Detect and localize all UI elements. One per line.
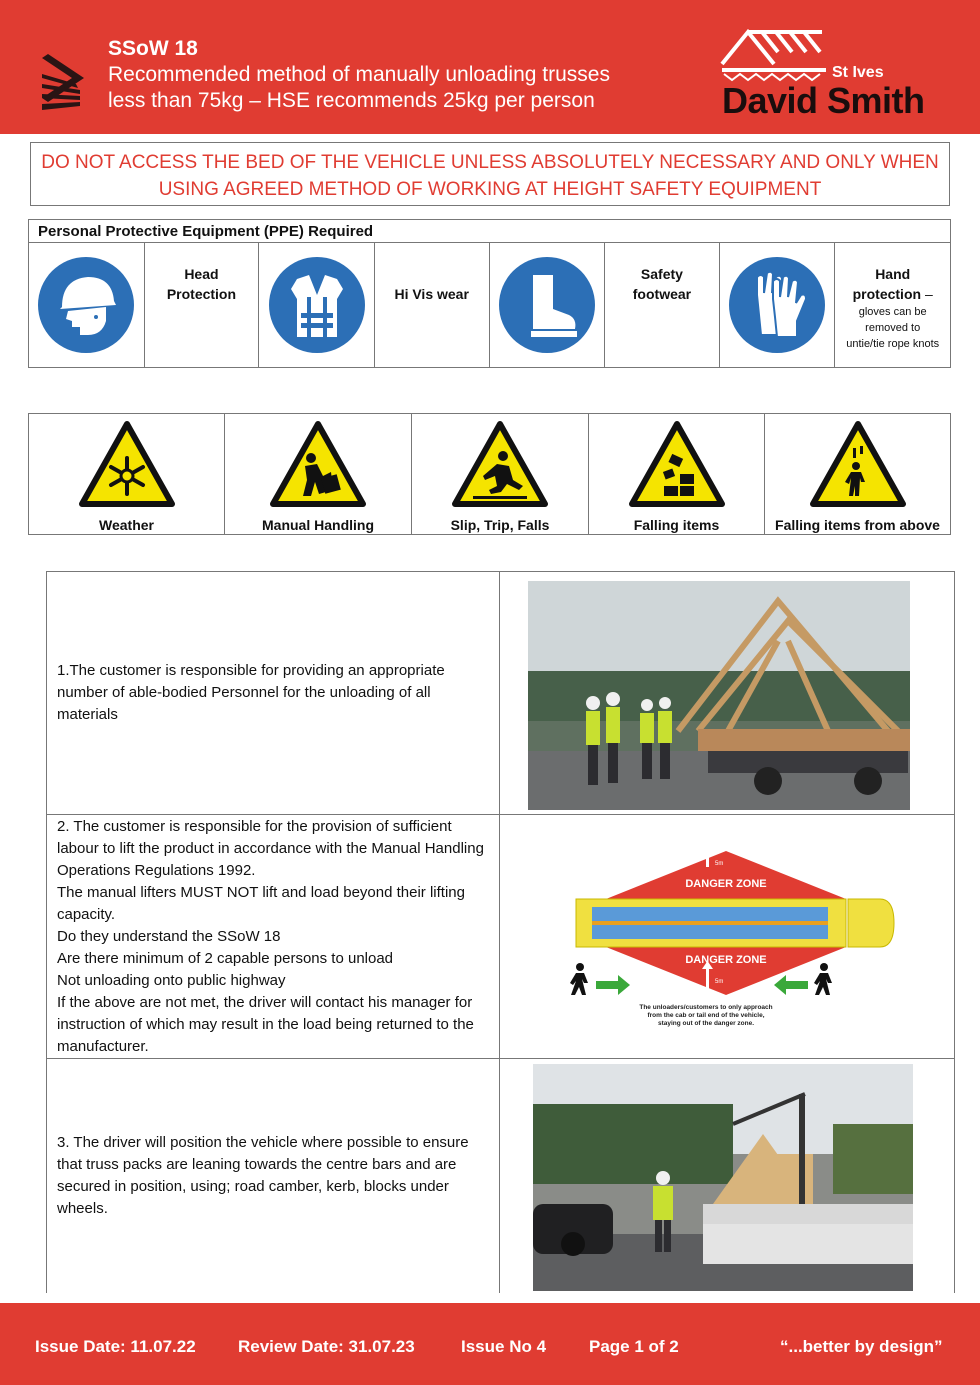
chevron-logo-icon [42, 44, 90, 112]
hazards-table [28, 413, 951, 535]
warning-line-1: DO NOT ACCESS THE BED OF THE VEHICLE UNLESS ABSOLUTELY NECESSARY AND ONLY WHEN [41, 152, 939, 173]
step-3-text: 3. The driver will position the vehicle where possible to ensure that truss packs are leaning towards the centre bars and are secured in position, using; road camber, kerb, blocks under wheels. [46, 1059, 500, 1293]
brand-logo [718, 24, 958, 120]
walking-person-icon [570, 963, 588, 995]
ppe-icon-cell [29, 243, 145, 367]
step-1-photo-cell [500, 572, 955, 814]
distance-top-label: 5m [715, 861, 724, 867]
danger-zone-bottom-label: DANGER ZONE [685, 954, 767, 966]
hazard-label: Weather [99, 517, 154, 533]
issue-date: Issue Date: 11.07.22 [35, 1337, 196, 1356]
weather-icon [78, 420, 176, 508]
table-row [46, 815, 955, 1059]
hazard-label: Slip, Trip, Falls [450, 517, 550, 533]
danger-zone-top-label: DANGER ZONE [685, 878, 767, 890]
hazard-label: Falling items [633, 517, 720, 533]
danger-zone-diagram [568, 841, 898, 1031]
table-row [46, 1059, 955, 1293]
head-protection-icon [36, 255, 136, 355]
method-steps-table [46, 571, 955, 1293]
ppe-icon-cell [490, 243, 606, 367]
falling-items-icon [628, 420, 726, 508]
step-1-text: 1.The customer is responsible for providing an appropriate number of able-bodied Personnel for the unloading of all materials [46, 572, 500, 814]
ppe-label-footwear: Safety footwear [605, 243, 720, 367]
ppe-label-hand: Hand protection – gloves can be removed to untie/tie rope knots [835, 243, 950, 367]
roof-truss-logo-icon [718, 24, 828, 84]
document-title-line-2: less than 75kg – HSE recommends 25kg per person [108, 89, 595, 112]
diagram-caption-line-2: from the cab or tail end of the vehicle, [647, 1012, 765, 1019]
brand-location: St Ives [832, 64, 884, 81]
ppe-icon-cell [259, 243, 375, 367]
slogan: “...better by design” [780, 1337, 943, 1356]
hazard-label: Falling items from above [775, 517, 940, 533]
access-warning [30, 142, 950, 206]
warning-line-2: USING AGREED METHOD OF WORKING AT HEIGHT SAFETY EQUIPMENT [158, 179, 822, 200]
ppe-icon-cell [720, 243, 836, 367]
hazard-cell-falling-items [589, 414, 765, 534]
manual-handling-icon [269, 420, 367, 508]
document-title-line-1: Recommended method of manually unloading trusses [108, 63, 610, 86]
approach-arrow-right-icon [596, 975, 630, 995]
review-date: Review Date: 31.07.23 [238, 1337, 415, 1356]
approach-arrow-left-icon [774, 975, 808, 995]
hazard-cell-slip-trip [412, 414, 589, 534]
issue-number: Issue No 4 [461, 1337, 547, 1356]
diagram-caption-line-3: staying out of the danger zone. [657, 1020, 755, 1027]
footer-banner [0, 1303, 980, 1385]
hi-vis-icon [267, 255, 367, 355]
ppe-label-head: Head Protection [145, 243, 260, 367]
glove-note: gloves can be removed to untie/tie rope knots [846, 306, 940, 350]
step-3-photo-cell [500, 1059, 955, 1293]
hazard-label: Manual Handling [262, 517, 374, 533]
truck-positioning-photo [533, 1064, 913, 1291]
hazard-cell-manual-handling [225, 414, 412, 534]
ppe-table [28, 219, 951, 368]
safety-boot-icon [497, 255, 597, 355]
header-banner [0, 0, 980, 134]
document-id: SSoW 18 [108, 37, 198, 60]
ppe-label-hi-vis: Hi Vis wear [375, 243, 490, 367]
brand-name: David Smith [722, 80, 925, 121]
diagram-caption-line-1: The unloaders/customers to only approach [639, 1004, 773, 1011]
hazard-cell-falling-from-above [765, 414, 950, 534]
step-2-text: 2. The customer is responsible for the provision of sufficient labour to lift the product in accordance with the Manual Handling Operations Regulations 1992. The manual lifters MUST NOT lift and load beyond their lifting capacity. Do they understand the SSoW 18 Are there minimum of 2 capable persons to unload Not unloading onto public highway If the above are not met, the driver will contact his manager for instruction of which may result in the load being returned to the manufacturer. [46, 815, 500, 1058]
distance-bottom-label: 5m [715, 979, 724, 985]
page-number: Page 1 of 2 [589, 1337, 679, 1356]
walking-person-icon [814, 963, 832, 995]
ppe-heading: Personal Protective Equipment (PPE) Required [29, 220, 950, 243]
step-2-diagram-cell [500, 815, 955, 1058]
falling-from-above-icon [809, 420, 907, 508]
gloves-icon [727, 255, 827, 355]
hazard-cell-weather [29, 414, 225, 534]
truss-delivery-photo [528, 581, 910, 810]
table-row [46, 572, 955, 815]
slip-trip-icon [451, 420, 549, 508]
